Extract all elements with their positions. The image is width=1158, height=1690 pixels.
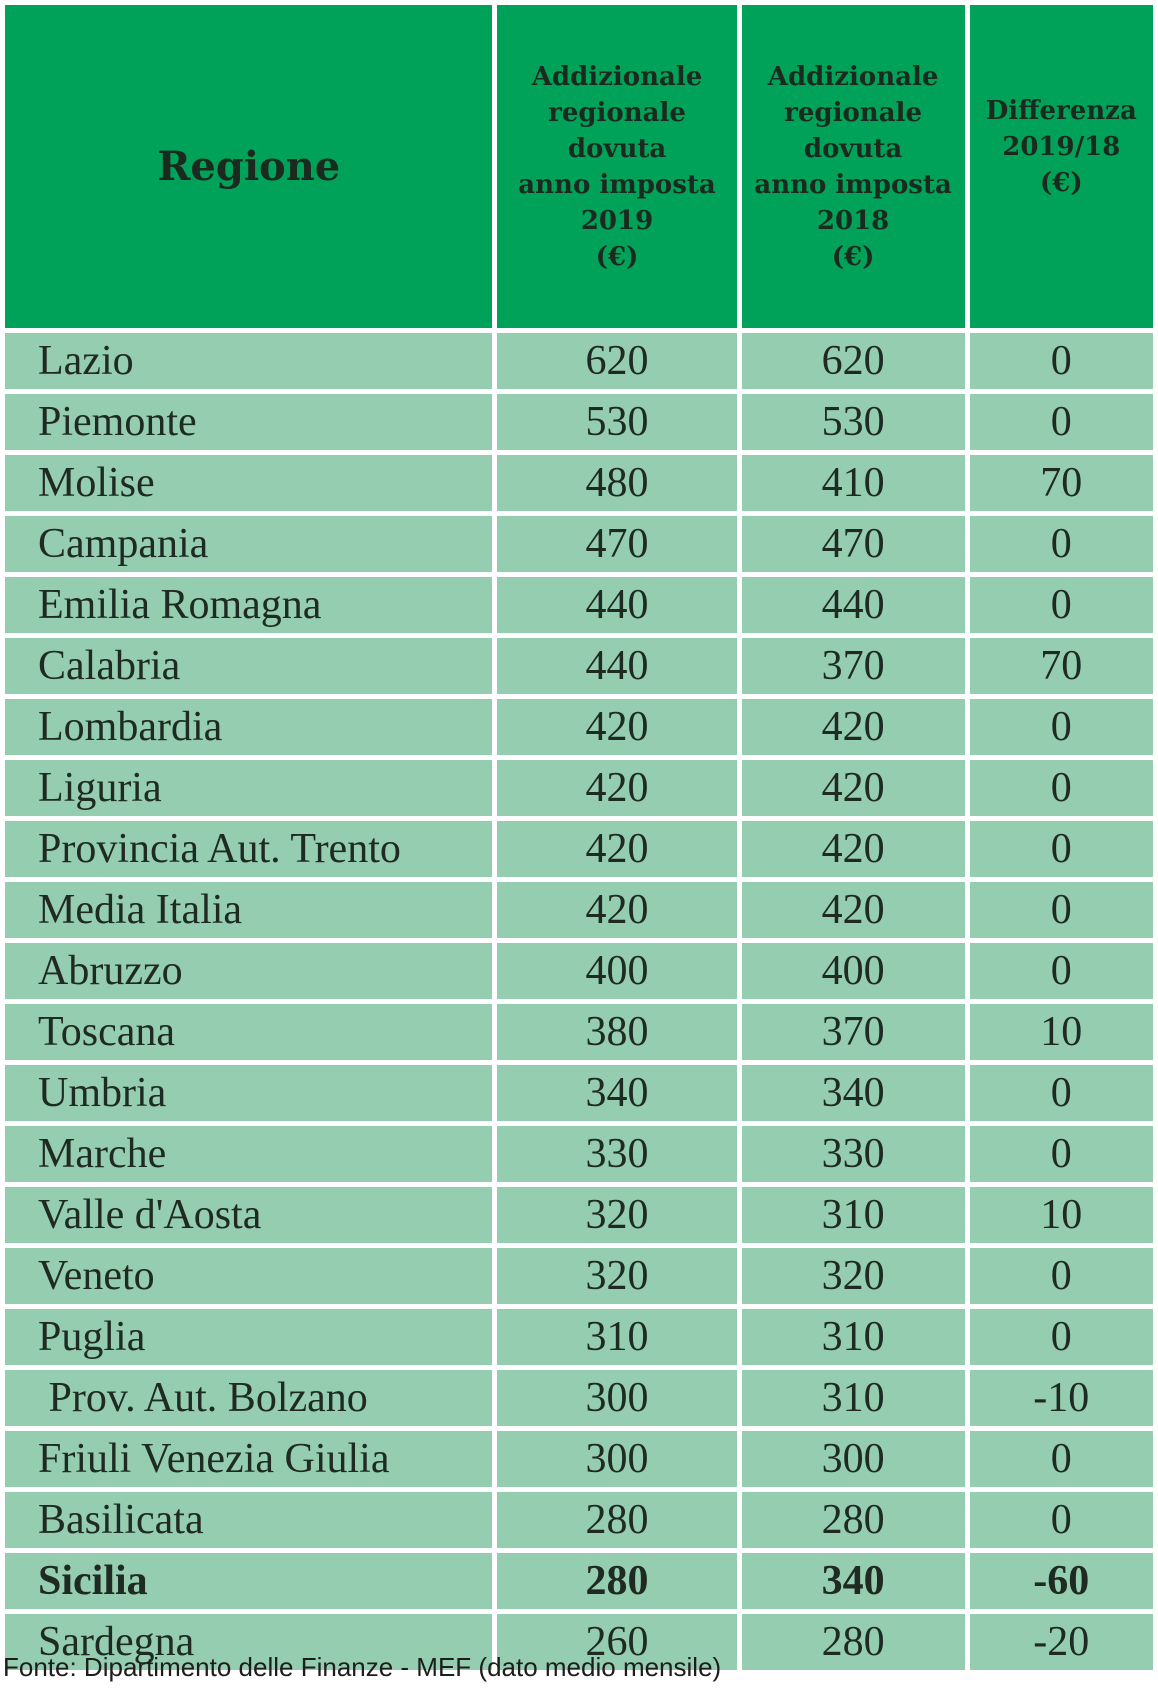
regione-cell: Toscana bbox=[5, 1004, 492, 1060]
table-row bbox=[5, 1065, 1153, 1121]
value-2019-cell: 280 bbox=[497, 1492, 736, 1548]
value-2018-cell: 420 bbox=[742, 821, 965, 877]
table-row bbox=[5, 1492, 1153, 1548]
regione-cell: Abruzzo bbox=[5, 943, 492, 999]
value-2018-cell: 310 bbox=[742, 1370, 965, 1426]
regione-cell: Sicilia bbox=[5, 1553, 492, 1609]
value-2019-cell: 320 bbox=[497, 1187, 736, 1243]
difference-cell: 0 bbox=[970, 1248, 1153, 1304]
table-row bbox=[5, 455, 1153, 511]
value-2019-cell: 280 bbox=[497, 1553, 736, 1609]
table-row bbox=[5, 1553, 1153, 1609]
value-2019-cell: 480 bbox=[497, 455, 736, 511]
difference-cell: 0 bbox=[970, 699, 1153, 755]
value-2018-cell: 530 bbox=[742, 394, 965, 450]
regione-cell: Campania bbox=[5, 516, 492, 572]
regione-cell: Media Italia bbox=[5, 882, 492, 938]
difference-cell: 70 bbox=[970, 638, 1153, 694]
difference-cell: 0 bbox=[970, 516, 1153, 572]
value-2018-cell: 280 bbox=[742, 1492, 965, 1548]
table-row bbox=[5, 699, 1153, 755]
value-2019-cell: 400 bbox=[497, 943, 736, 999]
difference-cell: 70 bbox=[970, 455, 1153, 511]
value-2019-cell: 330 bbox=[497, 1126, 736, 1182]
value-2018-cell: 370 bbox=[742, 1004, 965, 1060]
value-2019-cell: 380 bbox=[497, 1004, 736, 1060]
table-header-row bbox=[5, 5, 1153, 328]
table-row bbox=[5, 1248, 1153, 1304]
difference-cell: -10 bbox=[970, 1370, 1153, 1426]
regione-cell: Puglia bbox=[5, 1309, 492, 1365]
difference-cell: -60 bbox=[970, 1553, 1153, 1609]
table-row bbox=[5, 394, 1153, 450]
difference-cell: 0 bbox=[970, 1309, 1153, 1365]
header-differenza: Differenza 2019/18 (€) bbox=[970, 5, 1153, 328]
value-2018-cell: 280 bbox=[742, 1614, 965, 1670]
difference-cell: 0 bbox=[970, 1431, 1153, 1487]
difference-cell: 0 bbox=[970, 333, 1153, 389]
regione-cell: Umbria bbox=[5, 1065, 492, 1121]
value-2019-cell: 300 bbox=[497, 1370, 736, 1426]
value-2019-cell: 300 bbox=[497, 1431, 736, 1487]
table-row bbox=[5, 1309, 1153, 1365]
value-2019-cell: 420 bbox=[497, 699, 736, 755]
table-row bbox=[5, 882, 1153, 938]
regione-cell: Marche bbox=[5, 1126, 492, 1182]
value-2019-cell: 260 bbox=[497, 1614, 736, 1670]
value-2018-cell: 340 bbox=[742, 1553, 965, 1609]
regione-cell: Lombardia bbox=[5, 699, 492, 755]
header-2019: Addizionale regionale dovuta anno imposta 2019 (€) bbox=[497, 5, 736, 328]
table-row bbox=[5, 821, 1153, 877]
value-2019-cell: 420 bbox=[497, 821, 736, 877]
regione-cell: Lazio bbox=[5, 333, 492, 389]
value-2018-cell: 420 bbox=[742, 760, 965, 816]
regione-cell: Emilia Romagna bbox=[5, 577, 492, 633]
value-2018-cell: 420 bbox=[742, 882, 965, 938]
difference-cell: 0 bbox=[970, 1126, 1153, 1182]
value-2019-cell: 530 bbox=[497, 394, 736, 450]
table-row bbox=[5, 1187, 1153, 1243]
value-2018-cell: 620 bbox=[742, 333, 965, 389]
difference-cell: 0 bbox=[970, 577, 1153, 633]
value-2018-cell: 340 bbox=[742, 1065, 965, 1121]
table-row bbox=[5, 333, 1153, 389]
table-row bbox=[5, 516, 1153, 572]
difference-cell: 0 bbox=[970, 1492, 1153, 1548]
regione-cell: Calabria bbox=[5, 638, 492, 694]
regione-cell: Sardegna bbox=[5, 1614, 492, 1670]
value-2019-cell: 440 bbox=[497, 638, 736, 694]
value-2018-cell: 310 bbox=[742, 1309, 965, 1365]
difference-cell: -20 bbox=[970, 1614, 1153, 1670]
value-2018-cell: 320 bbox=[742, 1248, 965, 1304]
table-row bbox=[5, 1126, 1153, 1182]
value-2018-cell: 440 bbox=[742, 577, 965, 633]
regione-cell: Piemonte bbox=[5, 394, 492, 450]
table-row bbox=[5, 943, 1153, 999]
value-2018-cell: 410 bbox=[742, 455, 965, 511]
value-2018-cell: 310 bbox=[742, 1187, 965, 1243]
value-2019-cell: 340 bbox=[497, 1065, 736, 1121]
table-row bbox=[5, 1370, 1153, 1426]
value-2018-cell: 370 bbox=[742, 638, 965, 694]
table-row bbox=[5, 638, 1153, 694]
value-2019-cell: 440 bbox=[497, 577, 736, 633]
table-row bbox=[5, 1431, 1153, 1487]
table-row bbox=[5, 760, 1153, 816]
value-2018-cell: 420 bbox=[742, 699, 965, 755]
difference-cell: 0 bbox=[970, 1065, 1153, 1121]
header-regione: Regione bbox=[5, 5, 492, 328]
regione-cell: Veneto bbox=[5, 1248, 492, 1304]
regione-cell: Provincia Aut. Trento bbox=[5, 821, 492, 877]
difference-cell: 0 bbox=[970, 943, 1153, 999]
value-2018-cell: 300 bbox=[742, 1431, 965, 1487]
value-2018-cell: 470 bbox=[742, 516, 965, 572]
regione-cell: Valle d'Aosta bbox=[5, 1187, 492, 1243]
value-2018-cell: 400 bbox=[742, 943, 965, 999]
regione-cell: Liguria bbox=[5, 760, 492, 816]
value-2019-cell: 310 bbox=[497, 1309, 736, 1365]
table-body bbox=[5, 333, 1153, 1670]
value-2019-cell: 420 bbox=[497, 760, 736, 816]
value-2019-cell: 420 bbox=[497, 882, 736, 938]
value-2019-cell: 620 bbox=[497, 333, 736, 389]
difference-cell: 0 bbox=[970, 882, 1153, 938]
regione-cell: Friuli Venezia Giulia bbox=[5, 1431, 492, 1487]
table-row bbox=[5, 577, 1153, 633]
header-2018: Addizionale regionale dovuta anno imposta 2018 (€) bbox=[742, 5, 965, 328]
value-2018-cell: 330 bbox=[742, 1126, 965, 1182]
value-2019-cell: 320 bbox=[497, 1248, 736, 1304]
regione-cell: Molise bbox=[5, 455, 492, 511]
difference-cell: 0 bbox=[970, 394, 1153, 450]
table-row bbox=[5, 1004, 1153, 1060]
difference-cell: 10 bbox=[970, 1004, 1153, 1060]
regione-cell: Basilicata bbox=[5, 1492, 492, 1548]
difference-cell: 0 bbox=[970, 821, 1153, 877]
difference-cell: 10 bbox=[970, 1187, 1153, 1243]
source-note: Fonte: Dipartimento delle Finanze - MEF (dato medio mensile) bbox=[3, 1652, 722, 1682]
difference-cell: 0 bbox=[970, 760, 1153, 816]
value-2019-cell: 470 bbox=[497, 516, 736, 572]
regional-surcharge-table-wrapper bbox=[5, 5, 1153, 1670]
regione-cell: Prov. Aut. Bolzano bbox=[5, 1370, 492, 1426]
